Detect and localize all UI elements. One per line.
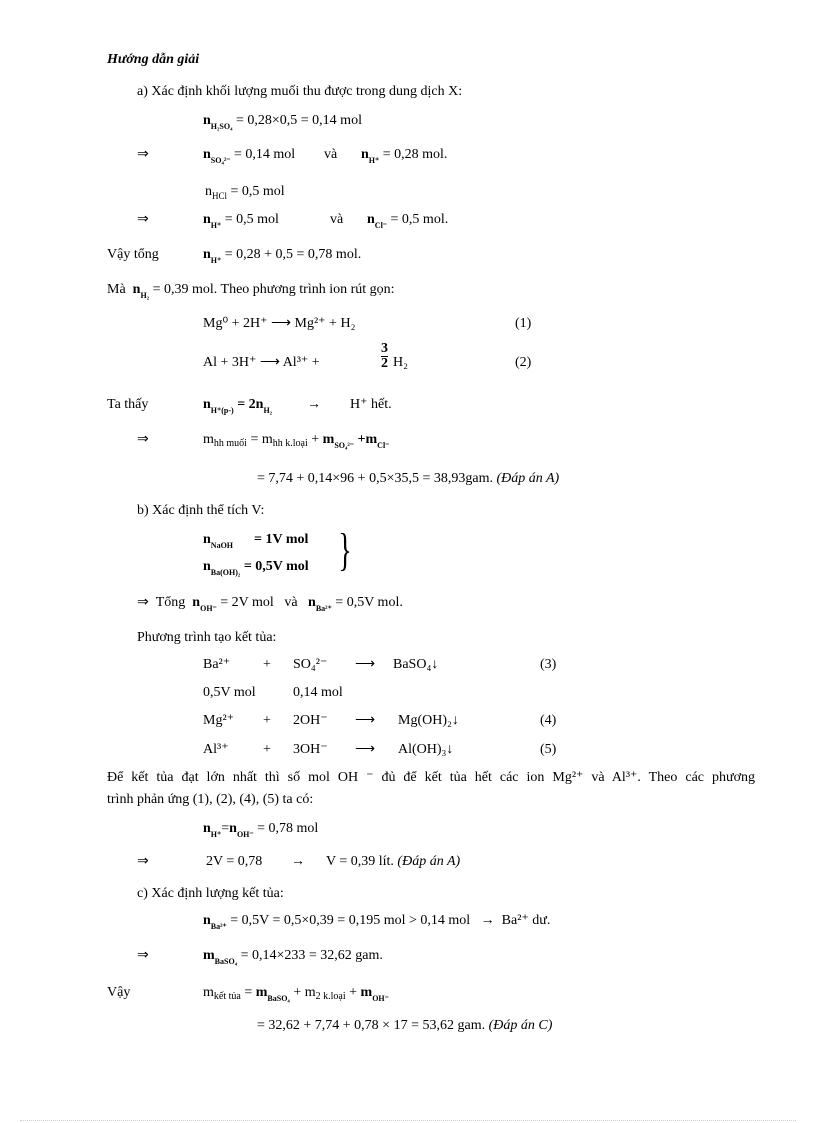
eq-n-h-plus: $n_{H^+} = 0,5$ mol [203,212,279,230]
reaction-3-product: BaSO₄↓ [393,657,439,672]
reaction-5-number: (5) [540,742,557,757]
observe-label: Ta thấy [107,397,149,412]
reaction-2-tail: H₂ [393,355,408,370]
paragraph-line-1: Để kết tủa đạt lớn nhất thì số mol OH ⁻ đủ để kết tủa hết các ion Mg²⁺ và Al³⁺. Theo các phương [107,770,755,785]
implies-arrow: ⇒ [137,854,149,869]
reaction-2-number: (2) [515,355,532,370]
reaction-2: Al + 3H⁺ ⟶ Al³⁺ + [203,355,320,370]
eq-mass-salt-result: = 7,74 + 0,14×96 + 0,5×35,5 = 38,93gam. (Đáp án A) [257,471,560,486]
plus: + [263,742,271,757]
and-word: và [330,212,344,227]
plus: + [263,713,271,728]
reaction-5-product: Al(OH)₃↓ [398,742,454,757]
eq-mass-precipitate: $m_{kết tủa} = m_{BaSO_4} + m_{2 k.loại} + m_{OH^-}$ [203,985,389,1003]
eq-total-oh: ⇒ Tổng $n_{OH^-} = 2V$ mol và $n_{Ba^{2+}} = 0,5V$ mol. [137,595,403,613]
part-b-heading: b) Xác định thể tích V: [137,503,265,518]
paragraph-line-2: trình phản ứng (1), (2), (4), (5) ta có: [107,792,314,807]
precipitation-heading: Phương trình tạo kết tủa: [137,630,277,645]
reaction-arrow: ⟶ [355,713,376,728]
and-word: và [324,147,338,162]
reaction-5-a: Al³⁺ [203,742,229,757]
reaction-arrow: ⟶ [355,742,376,757]
eq-mass-precipitate-result: = 32,62 + 7,74 + 0,78 × 17 = 53,62 gam. (Đáp án C) [257,1018,553,1033]
implies-arrow: ⇒ [137,212,149,227]
plus: + [263,657,271,672]
reaction-3-b: SO₄²⁻ [293,657,328,672]
right-arrow: → [307,397,321,412]
reaction-3-number: (3) [540,657,557,672]
part-a-heading: a) Xác định khối lượng muối thu được trong dung dịch X: [137,84,463,99]
fraction-3-2: $\frac{3}{2}$ [381,341,388,371]
section-title: Hướng dẫn giải [107,52,200,67]
eq-n-cl: $n_{Cl^-} = 0,5$ mol. [367,212,449,230]
part-c-heading: c) Xác định lượng kết tủa: [137,886,284,901]
reaction-5-b: 3OH⁻ [293,742,328,757]
right-arrow: → [291,854,305,869]
page-bottom-divider [20,1120,796,1121]
reaction-4-a: Mg²⁺ [203,713,235,728]
eq-h-reacted: $n_{H^+(p-)} = 2n_{H_2}$ [203,397,273,415]
eq-n-oh: $n_{H^+}=n_{OH^-} = 0,78$ mol [203,821,319,839]
reaction-3-qty-b: 0,14 mol [293,685,343,700]
brace: } [338,524,352,575]
reaction-1: Mg⁰ + 2H⁺ ⟶ Mg²⁺ + H₂ [203,316,356,331]
eq-m-baso4: $m_{BaSO_4} = 0,14\times 233 = 32,62$ gam. [203,948,383,966]
reaction-3-a: Ba²⁺ [203,657,231,672]
reaction-4-product: Mg(OH)₂↓ [398,713,459,728]
eq-n-so4: $n_{SO_4^{2-}} = 0,14$ mol [203,147,296,165]
eq-n-h2: Mà $n_{H_2} = 0,39$ mol. Theo phương trình ion rút gọn: [107,282,395,300]
eq-n-ba: $n_{Ba^{2+}} = 0,5V = 0,5\times 0,39 = 0,195$ mol > 0,14 mol → Ba²⁺ dư. [203,913,551,931]
eq-v-result: V = 0,39 lít. (Đáp án A) [326,854,461,869]
reaction-arrow: ⟶ [355,657,376,672]
h-plus-consumed: H⁺ hết. [350,397,392,412]
eq-n-baoh2: $n_{Ba(OH)_2} = 0,5V$ mol [203,559,309,577]
reaction-4-number: (4) [540,713,557,728]
eq-n-hcl: $n_{HCl} = 0,5$ mol [205,184,285,201]
eq-2v: 2V = 0,78 [206,854,263,869]
therefore-label: Vậy [107,985,131,1000]
eq-n-h-plus: $n_{H^+} = 0,28$ mol. [361,147,448,165]
eq-n-naoh: $n_{NaOH}$ = 1V mol [203,532,309,550]
reaction-4-b: 2OH⁻ [293,713,328,728]
implies-arrow: ⇒ [137,147,149,162]
eq-n-h2so4: $n_{H_2SO_4} = 0,28\times 0,5 = 0,14$ mol [203,113,362,131]
reaction-1-number: (1) [515,316,532,331]
total-label: Vậy tổng [107,247,159,262]
implies-arrow: ⇒ [137,432,149,447]
eq-total-h-plus: $n_{H^+} = 0,28 + 0,5 = 0,78$ mol. [203,247,362,265]
implies-arrow: ⇒ [137,948,149,963]
reaction-3-qty-a: 0,5V mol [203,685,256,700]
eq-mass-salt: $m_{hh muối} = m_{hh k.loại} + m_{SO_4^{2-}} +m_{Cl^-}$ [203,432,390,450]
